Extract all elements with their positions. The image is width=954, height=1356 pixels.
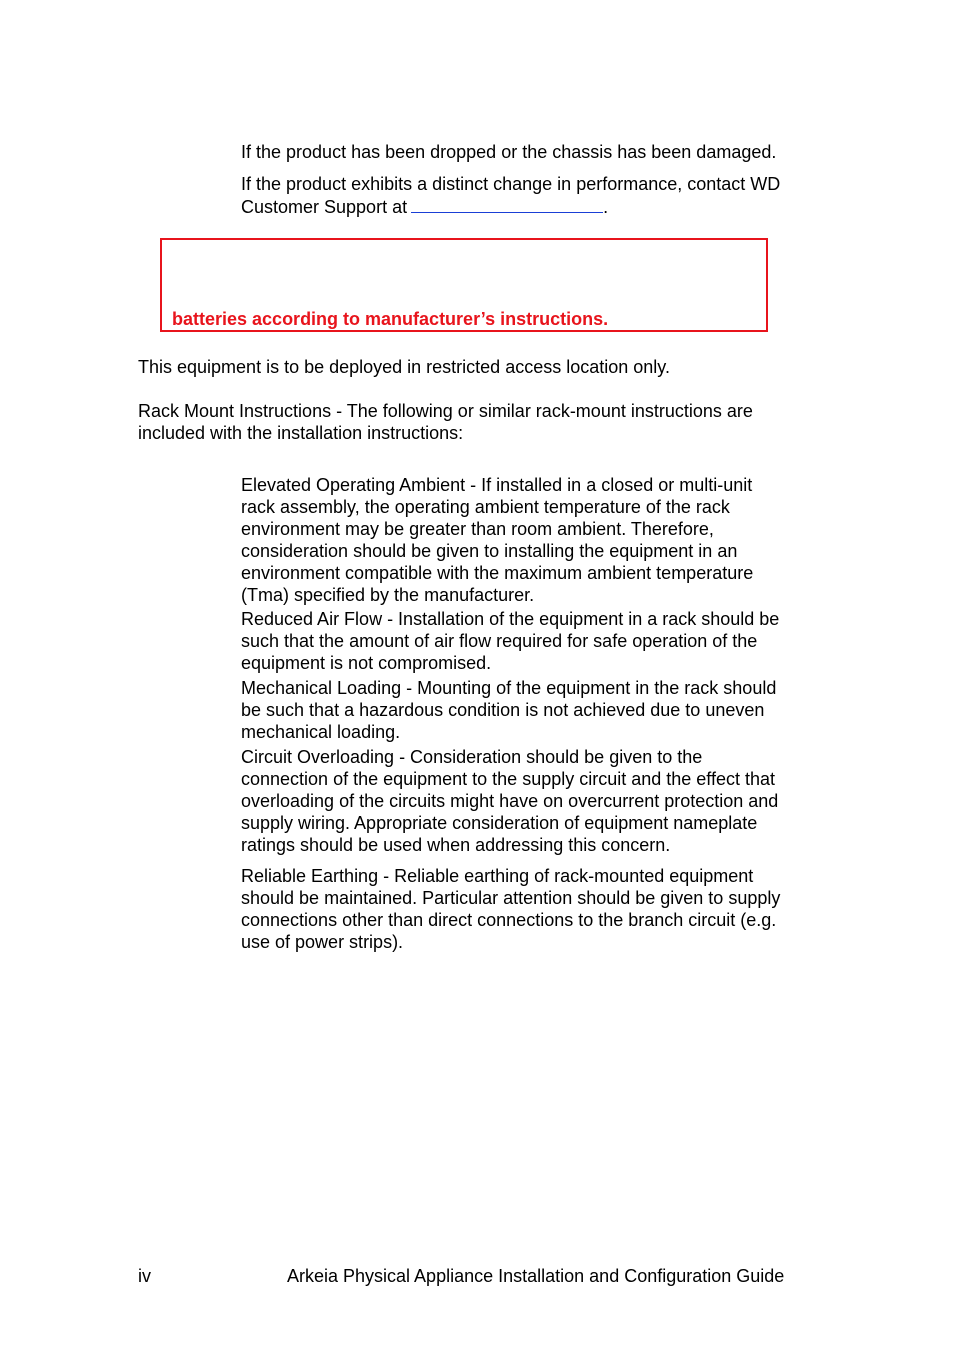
circuit-overloading-line: Circuit Overloading - Consideration should be given to the (241, 747, 703, 767)
elevated-operating-ambient-line: (Tma) specified by the manufacturer. (241, 585, 535, 605)
reduced-air-flow-line: such that the amount of air flow required for safe operation of the (241, 631, 758, 651)
customer-support-label: Customer Support at (241, 197, 408, 217)
page-number: iv (138, 1266, 151, 1286)
footer-title: Arkeia Physical Appliance Installation and Configuration Guide (287, 1266, 785, 1286)
mechanical-loading-line: Mechanical Loading - Mounting of the equipment in the rack should (241, 678, 777, 698)
elevated-operating-ambient-line: Elevated Operating Ambient - If installed in a closed or multi-unit (241, 475, 753, 495)
circuit-overloading-line: supply wiring. Appropriate consideration of equipment nameplate (241, 813, 758, 833)
elevated-operating-ambient-line: environment compatible with the maximum ambient temperature (241, 563, 754, 583)
reliable-earthing-line: connections other than direct connections to the branch circuit (e.g. (241, 910, 777, 930)
elevated-operating-ambient-line: rack assembly, the operating ambient temperature of the rack (241, 497, 730, 517)
circuit-overloading-line: overloading of the circuits might have on overcurrent protection and (241, 791, 779, 811)
sentence-period: . (603, 197, 609, 217)
performance-warning-line-2 (241, 195, 608, 218)
reduced-air-flow-line: equipment is not compromised. (241, 653, 492, 673)
reliable-earthing-line: should be maintained. Particular attention should be given to supply (241, 888, 781, 908)
elevated-operating-ambient-line: consideration should be given to installing the equipment in an (241, 541, 738, 561)
rack-intro-line-2: included with the installation instructions: (138, 423, 464, 443)
performance-warning-line-1: If the product exhibits a distinct change in performance, contact WD (241, 174, 781, 194)
restricted-access-text: This equipment is to be deployed in restricted access location only. (138, 357, 670, 377)
mechanical-loading-line: be such that a hazardous condition is not achieved due to uneven (241, 700, 765, 720)
battery-warning-box (160, 238, 768, 332)
reliable-earthing-line: Reliable Earthing - Reliable earthing of rack-mounted equipment (241, 866, 754, 886)
reduced-air-flow-line: Reduced Air Flow - Installation of the equipment in a rack should be (241, 609, 780, 629)
circuit-overloading-line: ratings should be used when addressing this concern. (241, 835, 671, 855)
battery-warning-text: batteries according to manufacturer’s instructions. (172, 309, 609, 329)
rack-intro-line-1: Rack Mount Instructions - The following or similar rack-mount instructions are (138, 401, 753, 421)
elevated-operating-ambient-line: environment may be greater than room ambient. Therefore, (241, 519, 714, 539)
dropped-warning-text: If the product has been dropped or the chassis has been damaged. (241, 142, 777, 162)
circuit-overloading-line: connection of the equipment to the supply circuit and the effect that (241, 769, 776, 789)
support-link[interactable] (411, 195, 603, 213)
mechanical-loading-line: mechanical loading. (241, 722, 401, 742)
reliable-earthing-line: use of power strips). (241, 932, 404, 952)
